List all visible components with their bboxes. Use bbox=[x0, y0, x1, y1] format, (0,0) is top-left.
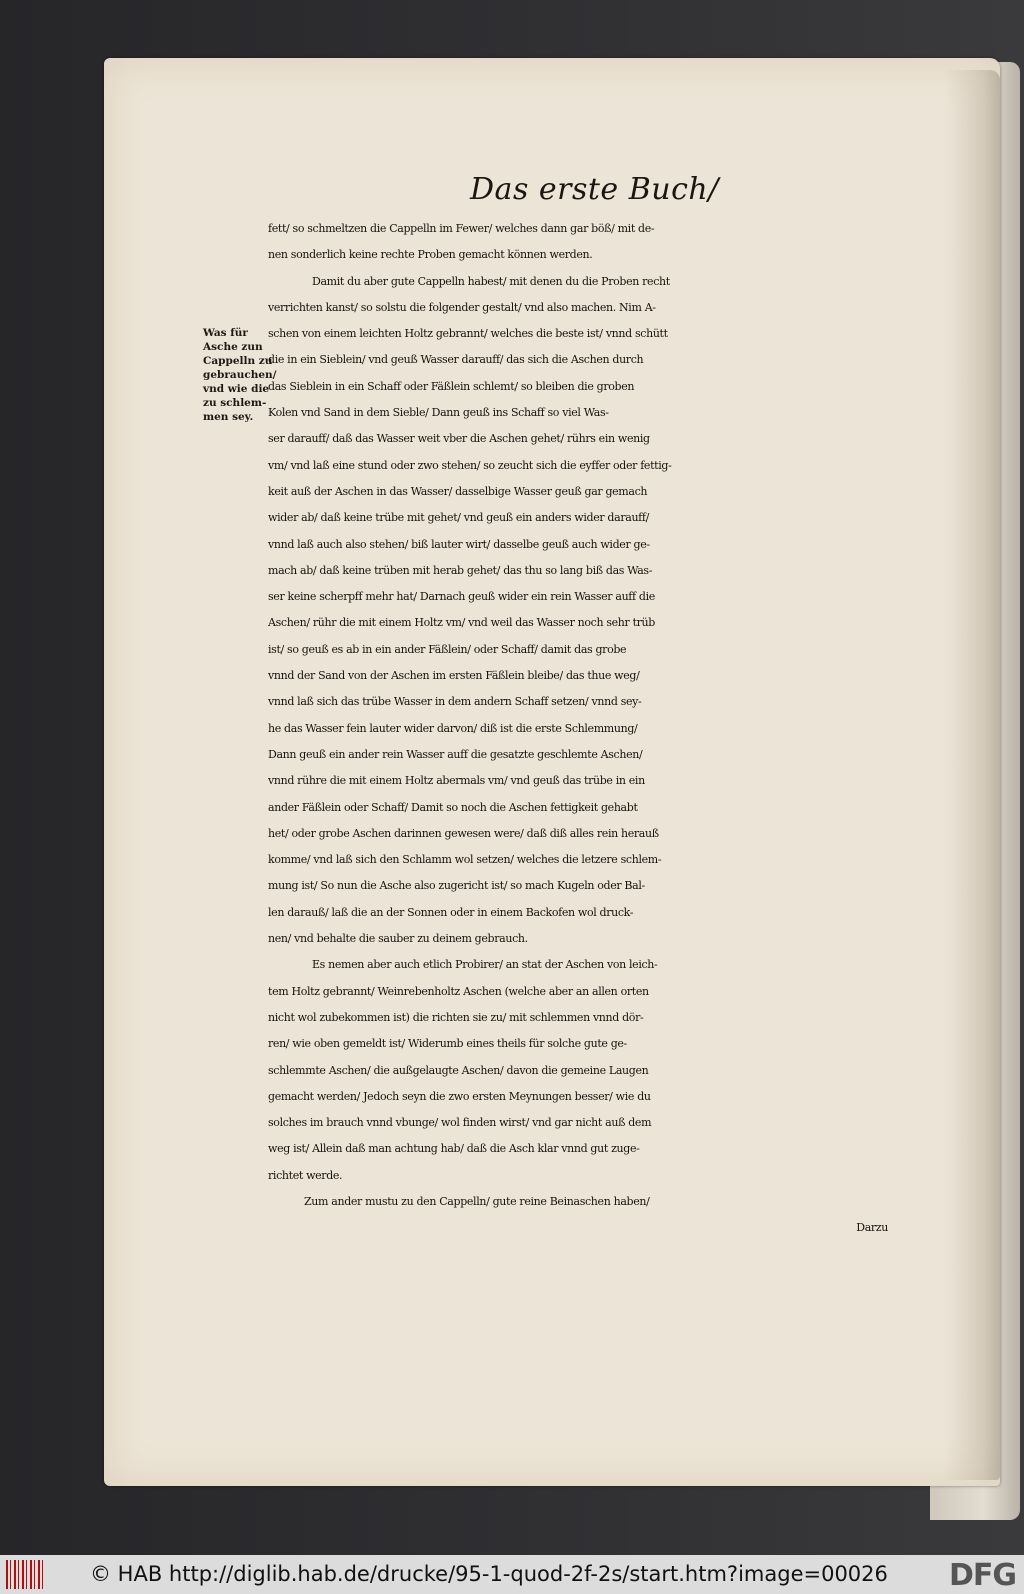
text-line: gemacht werden/ Jedoch seyn die zwo ersten Meynungen besser/ wie du bbox=[268, 1089, 651, 1103]
marginal-note-line: Was für bbox=[203, 327, 248, 339]
text-line: ander Fäßlein oder Schaff/ Damit so noch die Aschen fettigkeit gehabt bbox=[268, 800, 638, 814]
dfg-logo: DFG bbox=[948, 1558, 1016, 1593]
text-line: len darauß/ laß die an der Sonnen oder in einem Backofen wol druck- bbox=[268, 905, 634, 919]
text-line: ren/ wie oben gemeldt ist/ Widerumb eines theils für solche gute ge- bbox=[268, 1037, 627, 1051]
text-line: Kolen vnd Sand in dem Sieble/ Dann geuß ins Schaff so viel Was- bbox=[268, 406, 609, 420]
text-line: Dann geuß ein ander rein Wasser auff die gesatzte geschlemte Aschen/ bbox=[268, 747, 643, 761]
footer-bar bbox=[0, 1555, 1024, 1594]
text-line: vnnd laß auch also stehen/ biß lauter wirt/ dasselbe geuß auch wider ge- bbox=[268, 537, 650, 551]
text-line: Damit du aber gute Cappelln habest/ mit denen du die Proben recht bbox=[312, 274, 670, 288]
text-line: wider ab/ daß keine trübe mit gehet/ vnd geuß ein anders wider darauff/ bbox=[268, 511, 649, 525]
text-line: Es nemen aber auch etlich Probirer/ an stat der Aschen von leich- bbox=[312, 958, 658, 972]
text-line: weg ist/ Allein daß man achtung hab/ daß die Asch klar vnnd gut zuge- bbox=[268, 1142, 640, 1156]
text-line: keit auß der Aschen in das Wasser/ dasselbige Wasser geuß gar gemach bbox=[268, 484, 648, 498]
text-line: komme/ vnd laß sich den Schlamm wol setzen/ welches die letzere schlem- bbox=[268, 853, 662, 867]
text-line: verrichten kanst/ so solstu die folgender gestalt/ vnd also machen. Nim A- bbox=[268, 300, 656, 314]
text-line: nen sonderlich keine rechte Proben gemacht können werden. bbox=[268, 248, 593, 262]
text-line: vnnd laß sich das trübe Wasser in dem andern Schaff setzen/ vnnd sey- bbox=[268, 695, 642, 709]
text-line: vnnd rühre die mit einem Holtz abermals vm/ vnd geuß das trübe in ein bbox=[268, 774, 645, 788]
text-line: schen von einem leichten Holtz gebrannt/ welches die beste ist/ vnnd schütt bbox=[268, 327, 668, 341]
text-line: fett/ so schmeltzen die Cappelln im Fewer/ welches dann gar böß/ mit de- bbox=[268, 222, 655, 235]
text-line: richtet werde. bbox=[268, 1168, 343, 1182]
text-line: mach ab/ daß keine trüben mit herab gehet/ das thu so lang biß das Was- bbox=[268, 563, 653, 577]
text-line: solches im brauch vnnd vbunge/ wol finden wirst/ vnd gar nicht auß dem bbox=[268, 1116, 652, 1130]
text-line: Aschen/ rühr die mit einem Holtz vm/ vnd weil das Wasser noch sehr trüb bbox=[268, 616, 655, 630]
body-text bbox=[268, 216, 908, 1242]
text-line: nen/ vnd behalte die sauber zu deinem gebrauch. bbox=[268, 932, 528, 946]
text-line: het/ oder grobe Aschen darinnen gewesen were/ daß diß alles rein herauß bbox=[268, 826, 659, 840]
text-line: ist/ so geuß es ab in ein ander Fäßlein/ oder Schaff/ damit das grobe bbox=[268, 642, 627, 656]
text-line: ser darauff/ daß das Wasser weit vber die Aschen gehet/ rührs ein wenig bbox=[268, 432, 650, 446]
text-line: Zum ander mustu zu den Cappelln/ gute reine Beinaschen haben/ bbox=[304, 1194, 650, 1208]
text-line: das Sieblein in ein Schaff oder Fäßlein schlemt/ so bleiben die groben bbox=[268, 379, 635, 393]
marginal-note-line: Asche zun bbox=[203, 341, 263, 353]
text-line: vnnd der Sand von der Aschen im ersten Fäßlein bleibe/ das thue weg/ bbox=[268, 669, 640, 683]
text-line: die in ein Sieblein/ vnd geuß Wasser darauff/ das sich die Aschen durch bbox=[268, 353, 644, 367]
text-line: he das Wasser fein lauter wider darvon/ diß ist die erste Schlemmung/ bbox=[268, 721, 638, 735]
marginal-note-line: gebrauchen/ bbox=[203, 369, 277, 381]
text-line: schlemmte Aschen/ die außgelaugte Aschen/ davon die gemeine Laugen bbox=[268, 1063, 649, 1077]
barcode-icon bbox=[6, 1560, 46, 1589]
marginal-note bbox=[203, 326, 275, 424]
text-line: nicht wol zubekommen ist) die richten sie zu/ mit schlemmen vnnd dör- bbox=[268, 1010, 644, 1024]
text-line: ser keine scherpff mehr hat/ Darnach geuß wider ein rein Wasser auff die bbox=[268, 590, 655, 604]
running-head: Das erste Buch/ bbox=[470, 172, 719, 207]
marginal-note-line: men sey. bbox=[203, 411, 254, 423]
catchword: Darzu bbox=[856, 1221, 888, 1235]
text-line: tem Holtz gebrannt/ Weinrebenholtz Aschen (welche aber an allen orten bbox=[268, 984, 649, 998]
page-curvature-shadow bbox=[944, 70, 1000, 1480]
footer-url[interactable]: © HAB http://diglib.hab.de/drucke/95-1-quod-2f-2s/start.htm?image=00026 bbox=[90, 1562, 888, 1586]
marginal-note-line: zu schlem- bbox=[203, 397, 267, 409]
text-line: vm/ vnd laß eine stund oder zwo stehen/ so zeucht sich die eyffer oder fettig- bbox=[268, 458, 672, 472]
marginal-note-line: vnd wie die bbox=[203, 383, 270, 395]
text-line: mung ist/ So nun die Asche also zugericht ist/ so mach Kugeln oder Bal- bbox=[268, 879, 645, 893]
marginal-note-line: Cappelln zu bbox=[203, 355, 273, 367]
